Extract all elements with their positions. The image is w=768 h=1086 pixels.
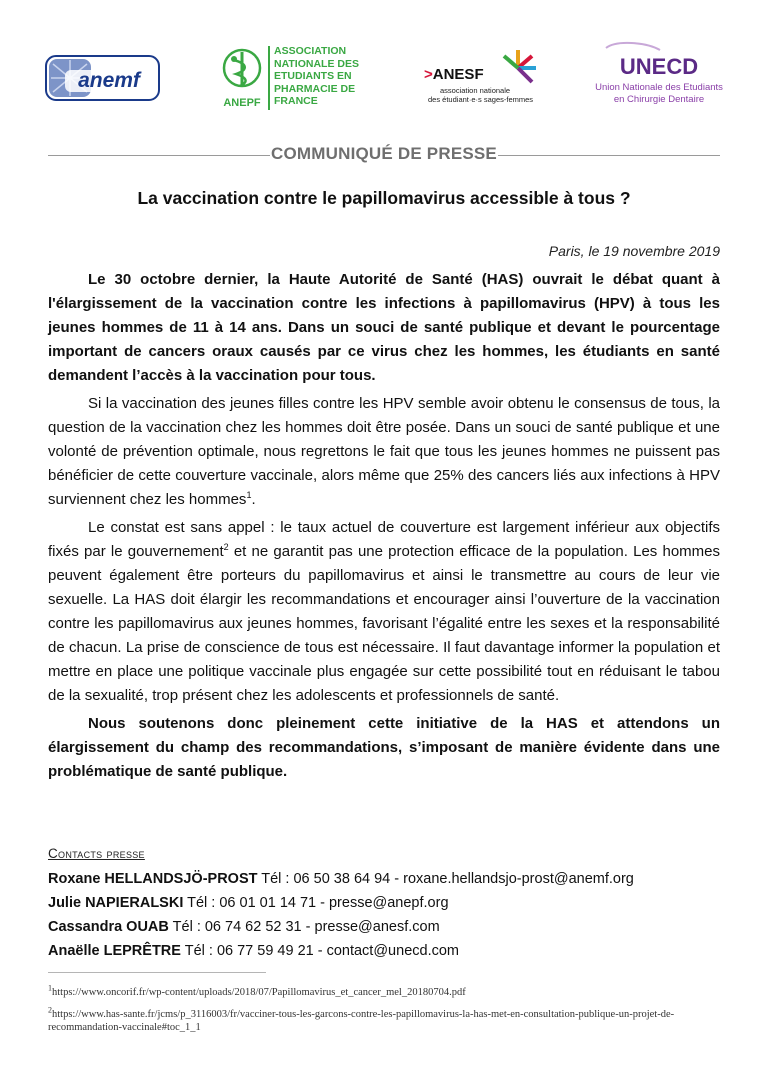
contact-item [48,891,720,915]
contact-details: Tél : 06 50 38 64 94 - roxane.hellandsjo-prost@anemf.org [257,871,634,887]
unecd-logo [586,40,732,116]
contact-details: Tél : 06 74 62 52 31 - presse@anesf.com [168,919,440,935]
contact-name: Cassandra OUAB [48,919,169,935]
press-release-header [48,144,720,168]
contact-item [48,915,720,939]
anesf-subtitle: association nationale des étudiant·e·s sages-femmes [428,86,534,104]
paragraph-3 [48,516,720,708]
anepf-caption: ANEPF [223,97,261,109]
unecd-name: UNECD [619,54,699,79]
paragraph-2 [48,392,720,512]
footnote-1 [48,983,720,999]
press-release-label: COMMUNIQUÉ DE PRESSE [271,144,497,163]
footnote-link[interactable]: https://www.has-sante.fr/jcms/p_3116003/fr/vacciner-tous-les-garcons-contre-les-papillomavirus-la-has-met-en-consultation-publique-un-projet-de-recommandation-vaccinale#toc_1_1 [48,1009,675,1033]
contact-details: Tél : 06 77 59 49 21 - contact@unecd.com [180,943,459,959]
anemf-logo [45,52,160,104]
logos-header [0,40,768,120]
anepf-name: ASSOCIATION NATIONALE DES ETUDIANTS EN PHARMACIE DE FRANCE [274,45,359,107]
footnote-separator [48,972,266,973]
paragraph-3-text-a: Le constat est sans appel : le taux actuel de couverture est largement inférieur aux objectifs fixés par le gouvernement [48,519,720,560]
press-contacts [48,846,720,963]
conclusion-paragraph: Nous soutenons donc pleinement cette initiative de la HAS et attendons un élargissement du champ des recommandations, s’imposant de manière évidente dans une problématique de santé publique. [48,715,720,780]
anesf-star-icon [498,48,538,88]
anepf-divider [268,46,270,110]
contact-item [48,939,720,963]
document-date: Paris, le 19 novembre 2019 [548,243,720,259]
footnote-2 [48,1005,720,1034]
contacts-heading: Contacts presse [48,846,145,861]
contact-name: Julie NAPIERALSKI [48,895,184,911]
footnote-number: 2 [48,1005,52,1015]
anesf-chevron-icon: > [424,66,433,83]
contact-item [48,867,720,891]
anesf-name-text: ANESF [432,66,484,83]
anemf-logo-text: anemf [78,69,140,92]
paragraph-2-text: Si la vaccination des jeunes filles contre les HPV semble avoir obtenu le consensus de tous, la question de la vaccination chez les hommes doit être posée. Dans un souci de santé publique et une volonté de prévention optimale, nous regrettons le fait que tous les jeunes hommes ne puissent pas bénéficier de cette couverture vaccinale, alors même que 25% des cancers liés aux infections à HPV surviennent chez les hommes [48,395,720,508]
contact-details: Tél : 06 01 01 14 71 - presse@anepf.org [183,895,449,911]
paragraph-2-end: . [251,491,256,508]
unecd-subtitle: Union Nationale des Etudiants en Chirurgie Dentaire [595,82,723,105]
footnote-ref-2: 2 [223,542,229,552]
contact-name: Anaëlle LEPRÊTRE [48,943,181,959]
anesf-name [424,66,484,83]
paragraph-3-text-b: et ne garantit pas une protection efficace de la population. Les hommes peuvent également être porteurs du papillomavirus et ainsi le transmettre au cours de leur vie sexuelle. La HAS doit élargir les recommandations et encourager ainsi l’ouverture de la vaccination contre les papillomavirus aux jeunes hommes, favorisant l’égalité entre les sexes et la responsabilité de chacun. La prise de conscience de tous est nécessaire. Il faut davantage informer la population et mettre en place une politique vaccinale plus engagée sur cette possibilité tout en réduisant le tabou de la sexualité, trop présent chez les adolescents et professionnels de santé. [48,543,720,704]
anepf-logo [218,44,368,112]
caduceus-icon [218,44,266,112]
header-rule-left [48,155,270,156]
contact-name: Roxane HELLANDSJÖ-PROST [48,871,258,887]
footnote-number: 1 [48,983,52,993]
anesf-logo [422,48,540,108]
unecd-tooth-icon [586,40,732,80]
footnote-ref-1: 1 [246,490,252,500]
footnote-link[interactable]: https://www.oncorif.fr/wp-content/uploads/2018/07/Papillomavirus_et_cancer_mel_20180704.pdf [52,987,466,998]
document-title: La vaccination contre le papillomavirus accessible à tous ? [137,188,631,208]
intro-paragraph: Le 30 octobre dernier, la Haute Autorité de Santé (HAS) ouvrait le débat quant à l'élargissement de la vaccination contre les infections à papillomavirus (HPV) à tous les jeunes hommes de 11 à 14 ans. Dans un souci de santé publique et devant le pourcentage important de cancers oraux causés par ce virus chez les hommes, les étudiants en santé demandent l’accès à la vaccination pour tous. [48,271,720,384]
header-rule-right [498,155,720,156]
